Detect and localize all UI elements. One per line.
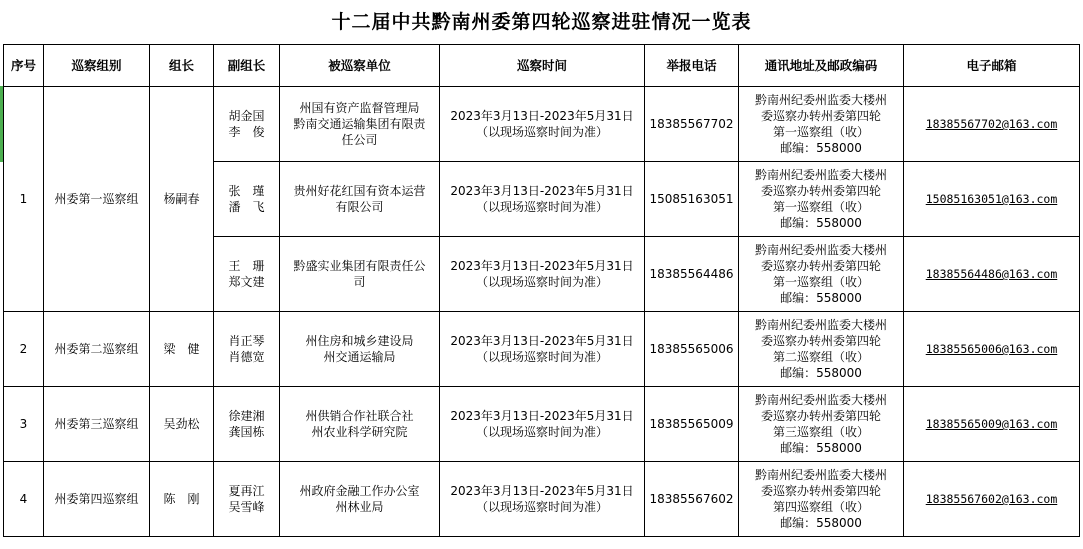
unit-line: 州交通运输局	[323, 350, 396, 364]
inspection-time	[440, 312, 645, 387]
unit-line: 贵州好花红国有资本运营	[293, 184, 426, 198]
inspection-time	[440, 237, 645, 312]
address-line: 委巡察办转州委第四轮	[760, 409, 881, 423]
table-row	[4, 87, 1080, 162]
table-row	[4, 312, 1080, 387]
header-deputy: 副组长	[214, 45, 280, 87]
email-cell[interactable]	[904, 462, 1080, 537]
address-line: 黔南州纪委州监委大楼州	[754, 168, 887, 182]
address-line: 第二巡察组（收）	[772, 350, 869, 364]
address-line: 黔南州纪委州监委大楼州	[754, 318, 887, 332]
time-line: 2023年3月13日-2023年5月31日	[450, 259, 634, 273]
row-number: 2	[4, 312, 44, 387]
time-line: （以现场巡察时间为准）	[475, 500, 608, 514]
header-address: 通讯地址及邮政编码	[739, 45, 904, 87]
email-link[interactable]: 18385565006@163.com	[925, 342, 1058, 356]
row-number: 1	[4, 87, 44, 312]
address-line: 第四巡察组（收）	[772, 500, 869, 514]
time-line: 2023年3月13日-2023年5月31日	[450, 409, 634, 423]
deputy-name: 潘 飞	[228, 200, 265, 214]
time-line: （以现场巡察时间为准）	[475, 425, 608, 439]
report-phone: 18385565009	[645, 387, 739, 462]
address-line: 第三巡察组（收）	[772, 425, 869, 439]
time-line: 2023年3月13日-2023年5月31日	[450, 484, 634, 498]
mailing-address	[739, 462, 904, 537]
email-cell[interactable]	[904, 237, 1080, 312]
deputy-name: 龚国栋	[228, 425, 265, 439]
unit-line: 州住房和城乡建设局	[305, 334, 414, 348]
deputy-name: 肖德宽	[228, 350, 265, 364]
header-phone: 举报电话	[645, 45, 739, 87]
inspection-table	[3, 44, 1080, 537]
deputy-name: 张 瑾	[228, 184, 265, 198]
email-link[interactable]: 15085163051@163.com	[925, 192, 1058, 206]
address-line: 第一巡察组（收）	[772, 125, 869, 139]
inspected-units	[280, 387, 440, 462]
inspection-time	[440, 162, 645, 237]
mailing-address	[739, 237, 904, 312]
leader-name: 梁 健	[150, 312, 214, 387]
time-line: （以现场巡察时间为准）	[475, 125, 608, 139]
leader-name: 吴劲松	[150, 387, 214, 462]
address-line: 委巡察办转州委第四轮	[760, 109, 881, 123]
inspected-units	[280, 312, 440, 387]
email-cell[interactable]	[904, 387, 1080, 462]
inspection-time	[440, 462, 645, 537]
unit-line: 黔盛实业集团有限责任公	[293, 259, 426, 273]
leader-name: 杨嗣春	[150, 87, 214, 312]
deputy-name: 李 俊	[228, 125, 265, 139]
unit-line: 州供销合作社联合社	[305, 409, 414, 423]
table-row	[4, 462, 1080, 537]
page-title: 十二届中共黔南州委第四轮巡察进驻情况一览表	[331, 11, 752, 33]
header-time: 巡察时间	[440, 45, 645, 87]
unit-line: 有限公司	[335, 200, 384, 214]
email-link[interactable]: 18385567602@163.com	[925, 492, 1058, 506]
report-phone: 18385567602	[645, 462, 739, 537]
address-line: 黔南州纪委州监委大楼州	[754, 393, 887, 407]
table-row	[4, 387, 1080, 462]
deputy-names	[214, 87, 280, 162]
leader-name: 陈 刚	[150, 462, 214, 537]
deputy-names	[214, 387, 280, 462]
address-line: 委巡察办转州委第四轮	[760, 334, 881, 348]
inspected-units	[280, 462, 440, 537]
group-name: 州委第三巡察组	[44, 387, 150, 462]
mailing-address	[739, 312, 904, 387]
row-number: 3	[4, 387, 44, 462]
header-leader: 组长	[150, 45, 214, 87]
address-line: 邮编：558000	[780, 291, 862, 305]
deputy-name: 王 珊	[228, 259, 265, 273]
report-phone: 18385564486	[645, 237, 739, 312]
email-link[interactable]: 18385567702@163.com	[925, 117, 1058, 131]
unit-line: 州国有资产监督管理局	[299, 101, 420, 115]
inspection-time	[440, 87, 645, 162]
report-phone: 15085163051	[645, 162, 739, 237]
address-line: 黔南州纪委州监委大楼州	[754, 93, 887, 107]
address-line: 委巡察办转州委第四轮	[760, 184, 881, 198]
mailing-address	[739, 87, 904, 162]
deputy-name: 吴雪峰	[228, 500, 265, 514]
address-line: 邮编：558000	[780, 366, 862, 380]
address-line: 邮编：558000	[780, 441, 862, 455]
header-no: 序号	[4, 45, 44, 87]
unit-line: 州林业局	[335, 500, 384, 514]
mailing-address	[739, 162, 904, 237]
address-line: 黔南州纪委州监委大楼州	[754, 243, 887, 257]
unit-line: 州政府金融工作办公室	[299, 484, 420, 498]
unit-line: 州农业科学研究院	[311, 425, 408, 439]
email-cell[interactable]	[904, 162, 1080, 237]
row-number: 4	[4, 462, 44, 537]
mailing-address	[739, 387, 904, 462]
unit-line: 任公司	[341, 133, 378, 147]
address-line: 委巡察办转州委第四轮	[760, 484, 881, 498]
deputy-name: 肖正琴	[228, 334, 265, 348]
deputy-name: 徐建湘	[228, 409, 265, 423]
group-name: 州委第二巡察组	[44, 312, 150, 387]
time-line: （以现场巡察时间为准）	[475, 275, 608, 289]
address-line: 邮编：558000	[780, 216, 862, 230]
unit-line: 司	[353, 275, 366, 289]
inspection-time	[440, 387, 645, 462]
group-name: 州委第一巡察组	[44, 87, 150, 312]
inspected-units	[280, 162, 440, 237]
deputy-names	[214, 162, 280, 237]
time-line: 2023年3月13日-2023年5月31日	[450, 184, 634, 198]
time-line: 2023年3月13日-2023年5月31日	[450, 334, 634, 348]
unit-line: 黔南交通运输集团有限责	[293, 117, 426, 131]
email-cell[interactable]	[904, 312, 1080, 387]
email-link[interactable]: 18385565009@163.com	[925, 417, 1058, 431]
header-email: 电子邮箱	[904, 45, 1080, 87]
inspected-units	[280, 87, 440, 162]
header-unit: 被巡察单位	[280, 45, 440, 87]
inspected-units	[280, 237, 440, 312]
address-line: 邮编：558000	[780, 516, 862, 530]
header-group: 巡察组别	[44, 45, 150, 87]
email-cell[interactable]	[904, 87, 1080, 162]
time-line: （以现场巡察时间为准）	[475, 350, 608, 364]
deputy-names	[214, 462, 280, 537]
address-line: 第一巡察组（收）	[772, 200, 869, 214]
time-line: （以现场巡察时间为准）	[475, 200, 608, 214]
report-phone: 18385565006	[645, 312, 739, 387]
email-link[interactable]: 18385564486@163.com	[925, 267, 1058, 281]
address-line: 委巡察办转州委第四轮	[760, 259, 881, 273]
deputy-names	[214, 312, 280, 387]
address-line: 黔南州纪委州监委大楼州	[754, 468, 887, 482]
deputy-name: 胡金国	[228, 109, 265, 123]
group-name: 州委第四巡察组	[44, 462, 150, 537]
deputy-names	[214, 237, 280, 312]
report-phone: 18385567702	[645, 87, 739, 162]
header-row	[4, 45, 1080, 87]
address-line: 第一巡察组（收）	[772, 275, 869, 289]
deputy-name: 夏再江	[228, 484, 265, 498]
time-line: 2023年3月13日-2023年5月31日	[450, 109, 634, 123]
deputy-name: 郑文建	[228, 275, 265, 289]
address-line: 邮编：558000	[780, 141, 862, 155]
